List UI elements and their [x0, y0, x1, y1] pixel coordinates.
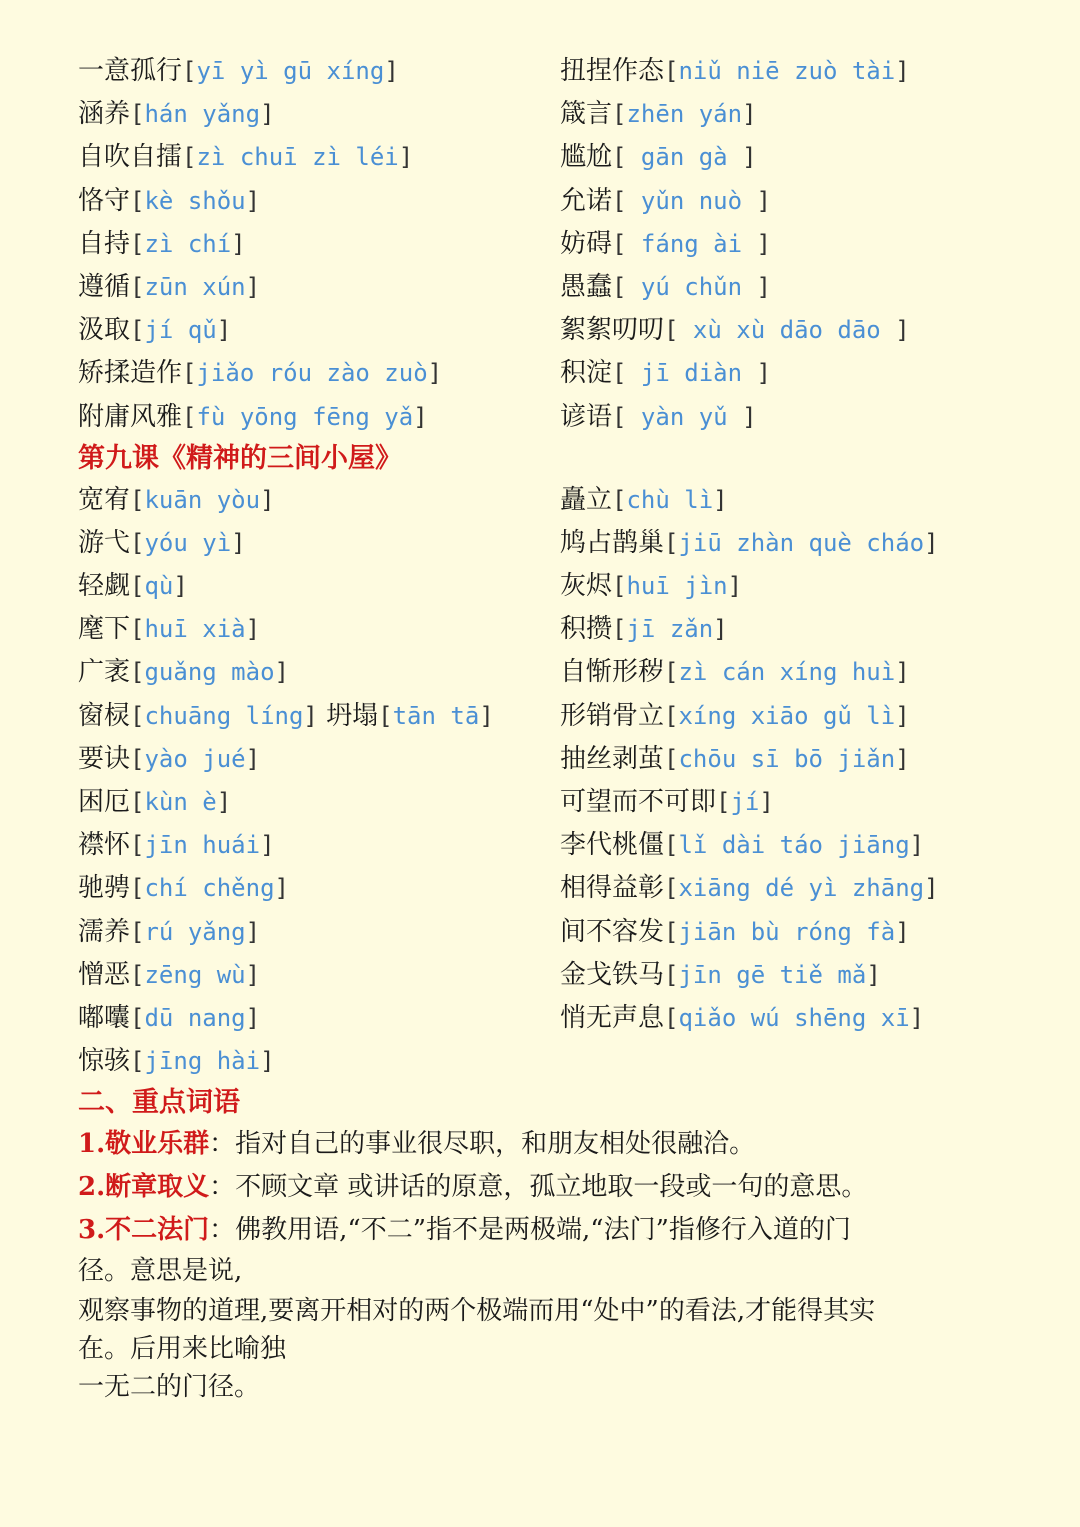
vocab-word: 广袤	[78, 657, 131, 688]
vocab-column-left	[78, 50, 560, 439]
vocab-pinyin: qiǎo wú shēng xī	[678, 1003, 910, 1032]
vocab-entry	[78, 309, 560, 352]
vocab-pinyin: guǎng mào	[144, 658, 275, 687]
bracket-open: [	[130, 658, 145, 687]
vocab-entry	[560, 954, 1018, 997]
vocab-pinyin: jīn gē tiě mǎ	[678, 960, 867, 989]
vocab-pinyin: dū nang	[144, 1003, 246, 1032]
vocab-word: 轻觑	[78, 571, 131, 602]
vocab-entry	[78, 50, 560, 93]
vocab-pinyin: niǔ niē zuò tài	[678, 57, 896, 85]
vocab-pinyin: zēng wù	[144, 960, 246, 989]
bracket-open: [	[612, 100, 627, 129]
vocab-pinyin: fáng ài	[626, 229, 757, 258]
definition-term: 2.断章取义	[78, 1172, 210, 1203]
vocab-entry	[560, 695, 1018, 738]
bracket-close: ]	[895, 917, 910, 946]
bracket-open: [	[664, 960, 679, 989]
vocab-entry	[78, 651, 560, 694]
bracket-close: ]	[742, 100, 757, 129]
bracket-close: ]	[909, 831, 925, 860]
bracket-close: ]	[713, 615, 728, 644]
vocab-entry	[78, 479, 560, 522]
spacer	[318, 701, 326, 731]
bracket-open: [	[664, 528, 679, 557]
bracket-close: ]	[427, 359, 443, 388]
bracket-open: [	[130, 744, 145, 773]
vocab-word: 允诺	[560, 185, 613, 216]
vocab-word: 遵循	[78, 271, 131, 302]
bracket-close: ]	[895, 57, 910, 85]
vocab-pinyin: jīn huái	[144, 831, 261, 860]
bracket-open: [	[130, 229, 145, 258]
vocab-word: 谚语	[560, 401, 613, 432]
vocab-pinyin: lǐ dài táo jiāng	[678, 831, 910, 860]
vocab-word: 金戈铁马	[560, 959, 665, 990]
vocab-word: 憎恶	[78, 959, 131, 990]
vocab-word: 濡养	[78, 916, 131, 947]
bracket-close: ]	[245, 615, 261, 644]
vocab-pinyin: yóu yì	[144, 528, 232, 557]
vocab-entry	[560, 136, 1018, 179]
bracket-close: ]	[216, 316, 232, 345]
bracket-close: ]	[713, 485, 728, 514]
definition-continuation: 径。意思是说,	[78, 1256, 243, 1287]
vocab-word: 汲取	[78, 315, 131, 346]
vocab-pinyin: xiāng dé yì zhāng	[678, 874, 925, 903]
bracket-close: ]	[909, 1003, 925, 1032]
vocab-column-right	[560, 479, 1018, 1084]
vocab-word: 扭捏作态	[560, 56, 665, 86]
vocab-word: 间不容发	[560, 916, 665, 947]
vocab-entry	[560, 180, 1018, 223]
bracket-open: [	[612, 615, 627, 644]
bracket-close: ]	[274, 658, 289, 687]
vocab-pinyin: zì chuī zì léi	[196, 143, 399, 172]
definition-item	[78, 1123, 1018, 1166]
document-page	[78, 50, 1018, 1406]
vocab-word: 积攒	[560, 614, 613, 645]
vocab-word: 絮絮叨叨	[560, 315, 665, 346]
bracket-close: ]	[479, 701, 494, 730]
bracket-close: ]	[866, 960, 881, 989]
definition-text: 指对自己的事业很尽职，和朋友相处很融洽。	[235, 1129, 756, 1160]
vocab-word: 涵养	[78, 99, 131, 130]
vocab-column-left	[78, 479, 560, 1084]
bracket-close: ]	[756, 229, 771, 258]
vocab-entry	[560, 309, 1018, 352]
bracket-open: [	[130, 1047, 145, 1076]
vocab-pinyin: zhēn yán	[626, 100, 743, 129]
vocab-word: 妨碍	[560, 228, 613, 259]
bracket-close: ]	[384, 57, 399, 85]
vocab-entry	[78, 1040, 560, 1083]
definition-colon: ：	[209, 1215, 236, 1246]
vocab-entry	[560, 266, 1018, 309]
bracket-open: [	[612, 272, 627, 301]
vocab-pinyin: chuāng líng	[144, 701, 304, 730]
vocab-word: 愚蠢	[560, 271, 613, 302]
definition-term: 3.不二法门	[78, 1215, 210, 1246]
vocab-entry	[78, 911, 560, 954]
bracket-close: ]	[245, 186, 261, 215]
bracket-open: [	[612, 143, 627, 172]
vocab-entry	[560, 352, 1018, 395]
bracket-open: [	[182, 143, 197, 172]
bracket-close: ]	[260, 485, 275, 514]
vocab-entry	[560, 651, 1018, 694]
vocab-entry	[78, 954, 560, 997]
bracket-open: [	[130, 272, 145, 301]
vocab-pinyin: xíng xiāo gǔ lì	[678, 701, 896, 730]
vocab-entry	[78, 522, 560, 565]
bracket-close: ]	[756, 186, 771, 215]
vocab-grid-2	[78, 479, 1018, 1084]
bracket-close: ]	[895, 701, 910, 730]
bracket-open: [	[612, 485, 627, 514]
bracket-open: [	[182, 402, 197, 431]
bracket-open: [	[612, 402, 627, 431]
bracket-open: [	[130, 572, 145, 601]
lesson-heading: 第九课《精神的三间小屋》	[78, 442, 402, 474]
vocab-pinyin: huī xià	[144, 615, 246, 644]
vocab-pinyin: fù yōng fēng yǎ	[196, 402, 414, 431]
vocab-pinyin: jí	[730, 788, 760, 816]
vocab-word: 鸠占鹊巢	[560, 527, 665, 558]
bracket-open: [	[664, 831, 679, 860]
bracket-open: [	[664, 57, 679, 85]
bracket-open: [	[612, 186, 627, 215]
bracket-open: [	[664, 1003, 679, 1032]
vocab-entry	[78, 565, 560, 608]
vocab-pinyin: chí chěng	[144, 874, 275, 903]
bracket-open: [	[716, 788, 731, 816]
vocab-pinyin: yī yì gū xíng	[196, 57, 385, 85]
bracket-open: [	[130, 485, 145, 514]
vocab-pinyin: jiū zhàn què cháo	[678, 528, 925, 557]
vocab-word: 灰烬	[560, 571, 613, 602]
bracket-open: [	[130, 788, 145, 816]
vocab-word: 嘟囔	[78, 1002, 131, 1033]
vocab-word: 窗棂	[78, 700, 131, 731]
vocab-entry	[78, 867, 560, 910]
vocab-word: 麾下	[78, 614, 131, 645]
vocab-entry	[78, 352, 560, 395]
vocab-entry	[560, 93, 1018, 136]
vocab-entry	[78, 223, 560, 266]
vocab-pinyin: yào jué	[144, 744, 246, 773]
vocab-entry	[560, 223, 1018, 266]
bracket-close: ]	[756, 359, 771, 388]
vocab-pinyin: jīng hài	[144, 1047, 261, 1076]
vocab-entry	[560, 781, 1018, 824]
vocab-word: 积淀	[560, 358, 613, 389]
bracket-close: ]	[245, 960, 261, 989]
vocab-word: 可望而不可即	[560, 787, 717, 817]
vocab-pinyin: jī diàn	[626, 359, 757, 388]
bracket-close: ]	[895, 658, 910, 687]
bracket-close: ]	[245, 744, 261, 773]
bracket-open: [	[130, 960, 145, 989]
definition-continuation: 在。后用来比喻独	[78, 1334, 287, 1365]
vocab-word: 游弋	[78, 527, 131, 558]
vocab-entry	[560, 867, 1018, 910]
bracket-open: [	[130, 1003, 145, 1032]
bracket-open: [	[664, 744, 679, 773]
bracket-open: [	[182, 57, 197, 85]
bracket-open: [	[378, 701, 393, 730]
bracket-close: ]	[303, 701, 318, 730]
vocab-pinyin: tān tā	[392, 701, 480, 730]
vocab-entry	[78, 608, 560, 651]
bracket-close: ]	[895, 744, 910, 773]
vocab-word: 矗立	[560, 484, 613, 515]
definition-colon: ：	[209, 1172, 236, 1203]
vocab-pinyin: chù lì	[626, 485, 714, 514]
vocab-pinyin: zūn xún	[144, 272, 246, 301]
vocab-pinyin: jiǎo róu zào zuò	[196, 359, 428, 388]
vocab-word: 一意孤行	[78, 56, 183, 86]
vocab-pinyin: hán yǎng	[144, 100, 261, 129]
vocab-word: 驰骋	[78, 873, 131, 904]
bracket-close: ]	[924, 874, 939, 903]
vocab-word: 恪守	[78, 185, 131, 216]
bracket-open: [	[612, 572, 627, 601]
vocab-word: 自持	[78, 228, 131, 259]
vocab-entry	[560, 824, 1018, 867]
bracket-open: [	[130, 615, 145, 644]
vocab-word: 附庸风雅	[78, 401, 183, 432]
bracket-open: [	[612, 359, 627, 388]
definition-continuation: 观察事物的道理,要离开相对的两个极端而用“处中”的看法,才能得其实	[78, 1296, 876, 1327]
vocab-word: 相得益彰	[560, 873, 665, 904]
definition-colon: ：	[209, 1129, 236, 1160]
vocab-pinyin: yú chǔn	[626, 272, 757, 301]
vocab-pinyin: chōu sī bō jiǎn	[678, 744, 896, 773]
vocab-word: 抽丝剥茧	[560, 743, 665, 774]
bracket-open: [	[130, 186, 145, 215]
bracket-open: [	[664, 701, 679, 730]
vocab-word: 尴尬	[560, 142, 613, 173]
vocab-entry	[78, 695, 560, 738]
vocab-word: 箴言	[560, 99, 613, 130]
bracket-open: [	[182, 359, 197, 388]
bracket-open: [	[130, 701, 145, 730]
bracket-close: ]	[924, 528, 939, 557]
bracket-open: [	[130, 831, 145, 860]
vocab-word: 矫揉造作	[78, 358, 183, 389]
vocab-pinyin: gān gà	[626, 143, 743, 172]
bracket-close: ]	[759, 788, 774, 816]
vocab-entry	[560, 608, 1018, 651]
vocab-entry	[560, 565, 1018, 608]
bracket-close: ]	[895, 316, 910, 345]
bracket-close: ]	[398, 143, 414, 172]
bracket-open: [	[130, 528, 145, 557]
vocab-entry	[78, 997, 560, 1040]
vocab-word: 惊骇	[78, 1046, 131, 1077]
bracket-close: ]	[260, 100, 275, 129]
vocab-entry	[78, 93, 560, 136]
definition-continuation: 一无二的门径。	[78, 1372, 261, 1403]
definitions-list	[78, 1123, 1018, 1406]
vocab-word: 悄无声息	[560, 1002, 665, 1033]
vocab-word: 形销骨立	[560, 700, 665, 731]
vocab-pinyin: qù	[144, 572, 174, 601]
bracket-close: ]	[231, 528, 246, 557]
vocab-entry	[560, 911, 1018, 954]
bracket-close: ]	[727, 572, 743, 601]
bracket-close: ]	[413, 402, 428, 431]
bracket-open: [	[612, 229, 627, 258]
bracket-open: [	[664, 658, 679, 687]
vocab-pinyin: kùn è	[144, 788, 217, 816]
definition-item	[78, 1166, 1018, 1209]
bracket-close: ]	[245, 272, 261, 301]
vocab-word: 困厄	[78, 787, 131, 817]
vocab-entry	[560, 479, 1018, 522]
bracket-close: ]	[274, 874, 289, 903]
vocab-word: 要诀	[78, 743, 131, 774]
vocab-pinyin: yàn yǔ	[626, 402, 743, 431]
definition-text: 佛教用语,“不二”指不是两极端,“法门”指修行入道的门	[235, 1215, 851, 1246]
vocab-word: 宽宥	[78, 484, 131, 515]
key-terms-heading: 二、重点词语	[78, 1087, 240, 1119]
vocab-entry	[78, 781, 560, 824]
vocab-entry	[560, 396, 1018, 439]
vocab-word: 李代桃僵	[560, 830, 665, 861]
bracket-close: ]	[231, 229, 246, 258]
vocab-entry	[560, 50, 1018, 93]
vocab-pinyin: jiān bù róng fà	[678, 917, 896, 946]
vocab-grid-1	[78, 50, 1018, 439]
bracket-open: [	[130, 100, 145, 129]
vocab-entry	[560, 522, 1018, 565]
bracket-open: [	[664, 917, 679, 946]
vocab-pinyin: jī zǎn	[626, 615, 714, 644]
vocab-entry	[78, 738, 560, 781]
bracket-close: ]	[173, 572, 188, 601]
vocab-entry	[560, 997, 1018, 1040]
vocab-pinyin: zì cán xíng huì	[678, 658, 896, 687]
vocab-entry	[78, 136, 560, 179]
bracket-close: ]	[216, 788, 232, 816]
bracket-close: ]	[742, 402, 757, 431]
bracket-open: [	[664, 316, 679, 345]
bracket-close: ]	[756, 272, 771, 301]
vocab-pinyin: zì chí	[144, 229, 232, 258]
vocab-column-right	[560, 50, 1018, 439]
bracket-close: ]	[742, 143, 757, 172]
vocab-entry	[78, 180, 560, 223]
vocab-pinyin: kè shǒu	[144, 186, 246, 215]
bracket-close: ]	[245, 917, 261, 946]
vocab-pinyin: huī jìn	[626, 572, 728, 601]
definition-text: 不顾文章 或讲话的原意，孤立地取一段或一句的意思。	[235, 1172, 868, 1203]
vocab-entry	[78, 266, 560, 309]
bracket-open: [	[130, 917, 145, 946]
vocab-entry	[560, 738, 1018, 781]
vocab-word: 坍塌	[326, 700, 379, 731]
bracket-close: ]	[260, 831, 275, 860]
vocab-pinyin: jí qǔ	[144, 316, 217, 345]
vocab-word: 自吹自擂	[78, 142, 183, 173]
vocab-word: 自惭形秽	[560, 657, 665, 688]
bracket-close: ]	[245, 1003, 261, 1032]
vocab-pinyin: xù xù dāo dāo	[678, 316, 896, 345]
vocab-pinyin: rú yǎng	[144, 917, 246, 946]
vocab-word: 襟怀	[78, 830, 131, 861]
vocab-pinyin: kuān yòu	[144, 485, 261, 514]
vocab-entry	[78, 824, 560, 867]
vocab-pinyin: yǔn nuò	[626, 186, 757, 215]
definition-term: 1.敬业乐群	[78, 1129, 210, 1160]
bracket-open: [	[130, 316, 145, 345]
definition-item	[78, 1209, 1018, 1252]
vocab-entry	[78, 396, 560, 439]
bracket-open: [	[130, 874, 145, 903]
bracket-close: ]	[260, 1047, 275, 1076]
bracket-open: [	[664, 874, 679, 903]
